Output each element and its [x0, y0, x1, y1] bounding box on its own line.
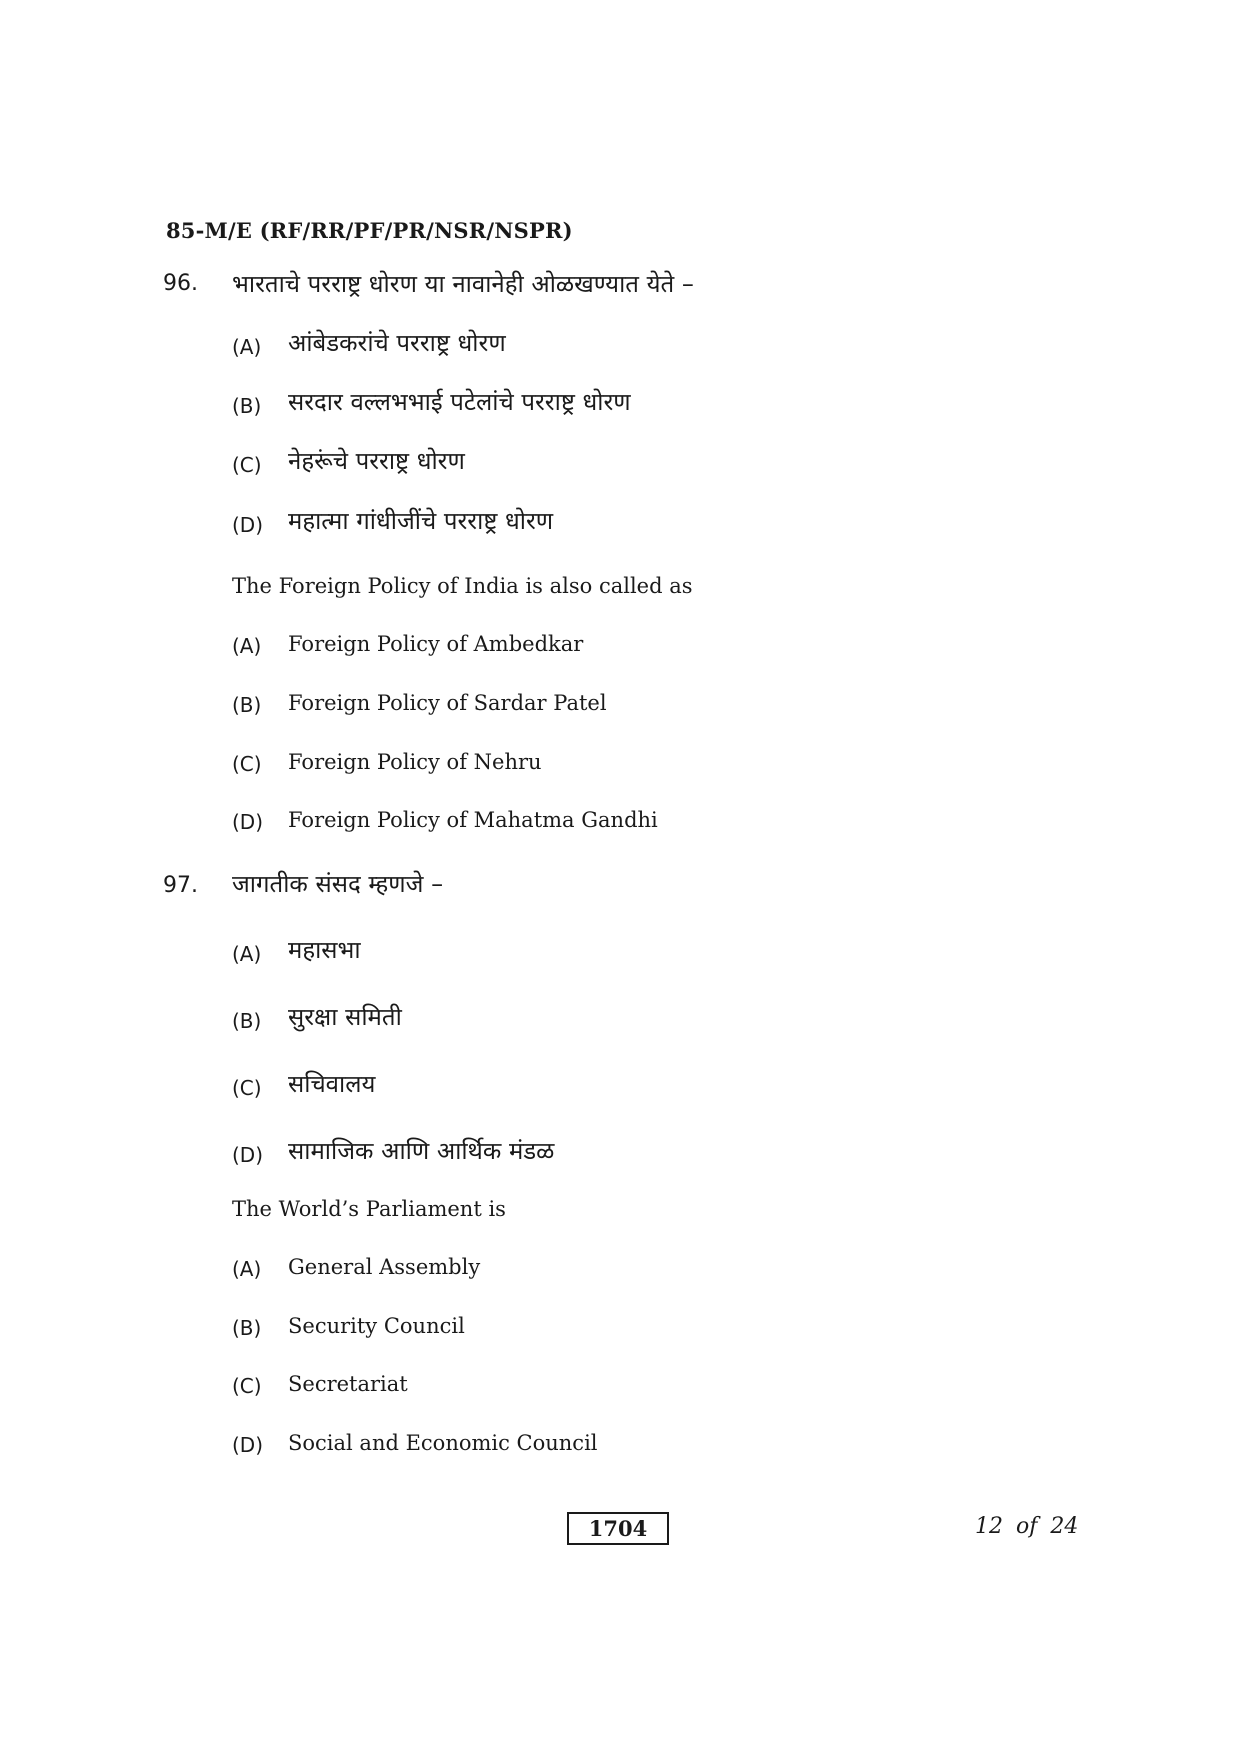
- option-text: Foreign Policy of Ambedkar: [288, 632, 584, 656]
- question-text-english: The Foreign Policy of India is also called as: [232, 574, 693, 598]
- option-letter: (B): [232, 394, 262, 418]
- option-letter: (C): [232, 453, 262, 477]
- option-letter: (B): [232, 1316, 262, 1340]
- option-text: महात्मा गांधीजींचे परराष्ट्र धोरण: [288, 507, 554, 535]
- option-letter: (A): [232, 335, 262, 359]
- option-text: सरदार वल्लभभाई पटेलांचे परराष्ट्र धोरण: [288, 388, 631, 416]
- question-number: 97.: [163, 873, 198, 898]
- option-letter: (B): [232, 1009, 262, 1033]
- question-text-marathi: जागतीक संसद म्हणजे –: [232, 870, 444, 898]
- option-letter: (D): [232, 1143, 264, 1167]
- question-text-english: The World’s Parliament is: [232, 1197, 506, 1221]
- option-text: Foreign Policy of Nehru: [288, 750, 542, 774]
- option-letter: (D): [232, 1433, 264, 1457]
- page-indicator: 12 of 24: [975, 1514, 1079, 1539]
- option-text: सुरक्षा समिती: [288, 1003, 402, 1031]
- option-text: Social and Economic Council: [288, 1431, 598, 1455]
- option-text: सामाजिक आणि आर्थिक मंडळ: [288, 1137, 555, 1165]
- option-letter: (D): [232, 513, 264, 537]
- option-text: महासभा: [288, 936, 361, 964]
- option-text: Foreign Policy of Mahatma Gandhi: [288, 808, 658, 832]
- option-text: General Assembly: [288, 1255, 481, 1279]
- option-letter: (B): [232, 693, 262, 717]
- option-text: आंबेडकरांचे परराष्ट्र धोरण: [288, 329, 506, 357]
- option-letter: (A): [232, 942, 262, 966]
- option-text: Foreign Policy of Sardar Patel: [288, 691, 607, 715]
- option-letter: (A): [232, 634, 262, 658]
- option-text: नेहरूंचे परराष्ट्र धोरण: [288, 447, 465, 475]
- option-text: सचिवालय: [288, 1070, 376, 1098]
- booklet-code-box: 1704: [567, 1512, 669, 1545]
- option-letter: (A): [232, 1257, 262, 1281]
- option-letter: (C): [232, 1374, 262, 1398]
- question-text-marathi: भारताचे परराष्ट्र धोरण या नावानेही ओळखण्यात येते –: [232, 270, 694, 298]
- question-number: 96.: [163, 271, 198, 296]
- option-text: Secretariat: [288, 1372, 408, 1396]
- option-letter: (C): [232, 752, 262, 776]
- page-header-code: 85-M/E (RF/RR/PF/PR/NSR/NSPR): [166, 218, 573, 243]
- option-letter: (D): [232, 810, 264, 834]
- option-text: Security Council: [288, 1314, 465, 1338]
- option-letter: (C): [232, 1076, 262, 1100]
